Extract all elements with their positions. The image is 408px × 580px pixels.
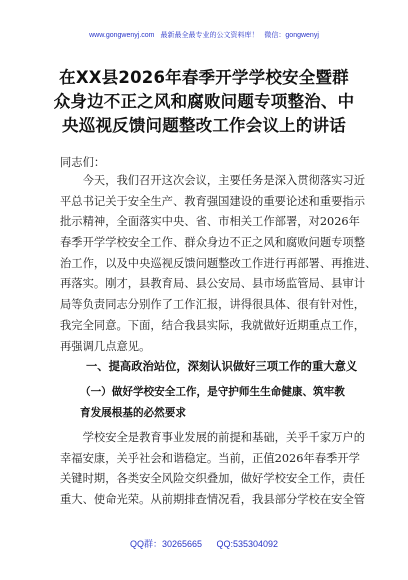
subheading-line: （一）做好学校安全工作，是守护师生生命健康、筑牢教 <box>80 386 345 398</box>
paragraph-line: 批示精神，全面落实中央、省、市相关工作部署，对2026年 <box>60 215 360 229</box>
intro-paragraph <box>60 171 377 357</box>
qq-contact: QQ:535304092 <box>216 539 279 549</box>
paragraph-line: 局等负责同志分别作了工作汇报，讲得很具体、很有针对性， <box>60 298 366 312</box>
wechat-id: 微信：gongwenyj <box>264 32 319 39</box>
site-slogan: 最新最全最专业的公文资料库！ <box>160 32 259 39</box>
title-line: 众身边不正之风和腐败问题专项整治、中 <box>53 92 355 111</box>
paragraph-line: 今天，我们召开这次会议，主要任务是深入贯彻落实习近 <box>60 174 366 187</box>
site-footer <box>0 537 408 550</box>
paragraph-line: 我完全同意。下面，结合我县实际，我就做好近期重点工作， <box>60 318 366 332</box>
paragraph-line: 重大、使命光荣。从前期排查情况看，我县部分学校在安全管 <box>60 493 366 507</box>
paragraph-line: 学校安全是教育事业发展的前提和基础，关乎千家万户的 <box>60 431 366 444</box>
paragraph-line: 平总书记关于安全生产、教育强国建设的重要论述和重要指示 <box>60 194 366 208</box>
title-line: 央巡视反馈问题整改工作会议上的讲话 <box>62 116 346 135</box>
document-title <box>50 66 358 138</box>
section-subheading <box>80 382 360 423</box>
paragraph-line: 幸福安康，关乎社会和谐稳定。当前，正值2026年春季开学 <box>60 451 360 465</box>
site-url-link[interactable]: www.gongwenyj.com <box>89 32 155 39</box>
paragraph-line: 治工作，以及中央巡视反馈问题整改工作进行再部署、再推进、 <box>60 256 377 270</box>
paragraph-line: 关键时期，各类安全风险交织叠加，做好学校安全工作，责任 <box>60 472 366 486</box>
paragraph-line: 再强调几点意见。 <box>60 339 151 353</box>
title-line: 在XX县2026年春季开学学校安全暨群 <box>59 68 349 87</box>
qq-group: QQ群：30265665 <box>129 539 202 549</box>
section-paragraph <box>60 428 366 511</box>
site-header <box>0 30 408 40</box>
paragraph-line: 春季开学学校安全工作、群众身边不正之风和腐败问题专项整 <box>60 236 366 250</box>
section-heading: 一、提高政治站位，深刻认识做好三项工作的重大意义 <box>86 360 358 373</box>
salutation-text: 同志们： <box>60 156 106 169</box>
paragraph-line: 再落实。刚才，县教育局、县公安局、县市场监管局、县审计 <box>60 277 366 291</box>
subheading-line: 育发展根基的必然要求 <box>80 406 186 419</box>
